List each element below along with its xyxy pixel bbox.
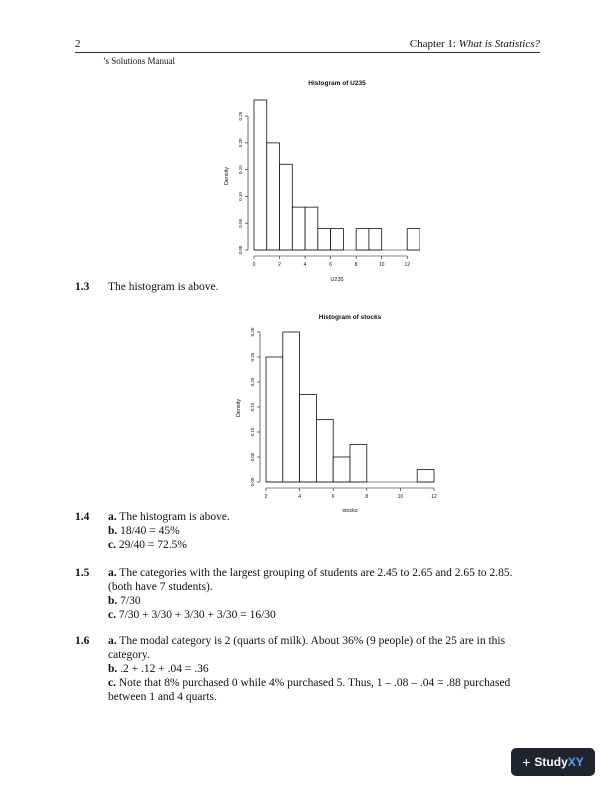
histogram-bar bbox=[300, 395, 317, 483]
x-tick-label: 6 bbox=[329, 262, 333, 268]
y-tick-label: 0.10 bbox=[238, 192, 243, 201]
answer-1-4 bbox=[75, 510, 230, 551]
x-tick-label: 12 bbox=[431, 494, 437, 500]
x-tick-label: 12 bbox=[404, 262, 411, 268]
histogram-bar bbox=[407, 229, 420, 250]
x-tick-label: 4 bbox=[298, 494, 301, 500]
part-a-continued: (both have 7 students). bbox=[108, 581, 213, 593]
y-tick-label: 0.15 bbox=[238, 165, 243, 175]
y-tick-label: 0.20 bbox=[238, 138, 243, 148]
histogram-bar bbox=[356, 229, 369, 250]
histogram-bar bbox=[331, 229, 344, 250]
histogram-u235 bbox=[220, 76, 420, 288]
y-tick-label: 0.00 bbox=[250, 477, 255, 487]
y-tick-label: 0.00 bbox=[238, 245, 243, 255]
x-axis-label: U235 bbox=[330, 277, 344, 283]
part-c: c. 29/40 = 72.5% bbox=[108, 539, 187, 551]
x-tick-label: 0 bbox=[252, 262, 256, 268]
y-axis-label: Density bbox=[224, 166, 230, 186]
x-tick-label: 8 bbox=[354, 262, 358, 268]
part-c-continued: between 1 and 4 quarts. bbox=[108, 691, 217, 703]
part-c: c. Note that 8% purchased 0 while 4% purchased 5. Thus, 1 – .08 – .04 = .88 purchased bbox=[108, 677, 511, 689]
histogram-bar bbox=[369, 229, 382, 250]
answer-1-5 bbox=[75, 566, 513, 621]
answer-1-6 bbox=[75, 634, 511, 703]
histogram-stocks bbox=[222, 310, 444, 518]
x-axis-label: stocks bbox=[342, 508, 358, 514]
header-rule bbox=[75, 52, 540, 53]
part-a: a. The histogram is above. bbox=[108, 511, 230, 523]
part-b: b. .2 + .12 + .04 = .36 bbox=[108, 663, 209, 675]
problem-number: 1.5 bbox=[75, 567, 90, 579]
histogram-bar bbox=[305, 207, 318, 250]
part-a-continued: category. bbox=[108, 649, 150, 661]
x-tick-label: 10 bbox=[397, 494, 404, 500]
logo-text: Study bbox=[534, 755, 568, 769]
x-tick-label: 8 bbox=[365, 494, 369, 500]
studyxy-logo[interactable] bbox=[511, 748, 595, 776]
part-a: a. The categories with the largest grouping of students are 2.45 to 2.65 and 2.65 to 2.85. bbox=[108, 567, 513, 579]
y-axis-label: Density bbox=[236, 398, 242, 418]
histogram-bar bbox=[318, 229, 331, 250]
histogram-bar bbox=[280, 164, 293, 250]
histogram-bar bbox=[267, 143, 280, 250]
plus-icon: + bbox=[522, 754, 531, 770]
page-number: 2 bbox=[75, 38, 81, 50]
problem-number: 1.4 bbox=[75, 511, 90, 523]
histogram-bar bbox=[333, 457, 350, 482]
histogram-bar bbox=[266, 357, 283, 482]
y-tick-label: 0.25 bbox=[250, 352, 255, 362]
histogram-bar bbox=[292, 207, 305, 250]
problem-number: 1.3 bbox=[75, 281, 90, 293]
y-tick-label: 0.05 bbox=[250, 452, 255, 462]
chart-title: Histogram of stocks bbox=[318, 314, 382, 321]
histogram-bar bbox=[254, 100, 267, 250]
y-tick-label: 0.30 bbox=[250, 327, 255, 337]
part-a: a. The modal category is 2 (quarts of milk). About 36% (9 people) of the 25 are in this bbox=[108, 635, 506, 647]
chart-title: Histogram of U235 bbox=[308, 80, 366, 87]
y-tick-label: 0.20 bbox=[250, 377, 255, 387]
x-tick-label: 4 bbox=[303, 262, 307, 268]
part-c: c. 7/30 + 3/30 + 3/30 + 3/30 = 16/30 bbox=[108, 609, 276, 621]
histogram-bar bbox=[350, 445, 367, 483]
part-b: b. 18/40 = 45% bbox=[108, 525, 180, 537]
histogram-bar bbox=[283, 332, 300, 482]
x-tick-label: 10 bbox=[378, 262, 385, 268]
chapter-prefix: Chapter 1: bbox=[409, 38, 459, 50]
y-tick-label: 0.15 bbox=[250, 402, 255, 412]
problem-number: 1.6 bbox=[75, 635, 90, 647]
x-tick-label: 2 bbox=[264, 494, 268, 500]
histogram-bar bbox=[316, 420, 333, 483]
logo-accent: XY bbox=[567, 755, 584, 769]
running-subheader: ’s Solutions Manual bbox=[103, 56, 176, 66]
answer-text: The histogram is above. bbox=[108, 281, 219, 293]
chapter-title: What is Statistics? bbox=[458, 38, 540, 50]
y-tick-label: 0.05 bbox=[238, 218, 243, 228]
part-b: b. 7/30 bbox=[108, 595, 141, 607]
answer-1-3 bbox=[75, 280, 219, 294]
chapter-header bbox=[410, 38, 540, 50]
histogram-bar bbox=[417, 470, 434, 483]
x-tick-label: 6 bbox=[331, 494, 335, 500]
y-tick-label: 0.10 bbox=[250, 427, 255, 437]
y-tick-label: 0.25 bbox=[238, 111, 243, 121]
x-tick-label: 2 bbox=[278, 262, 281, 268]
